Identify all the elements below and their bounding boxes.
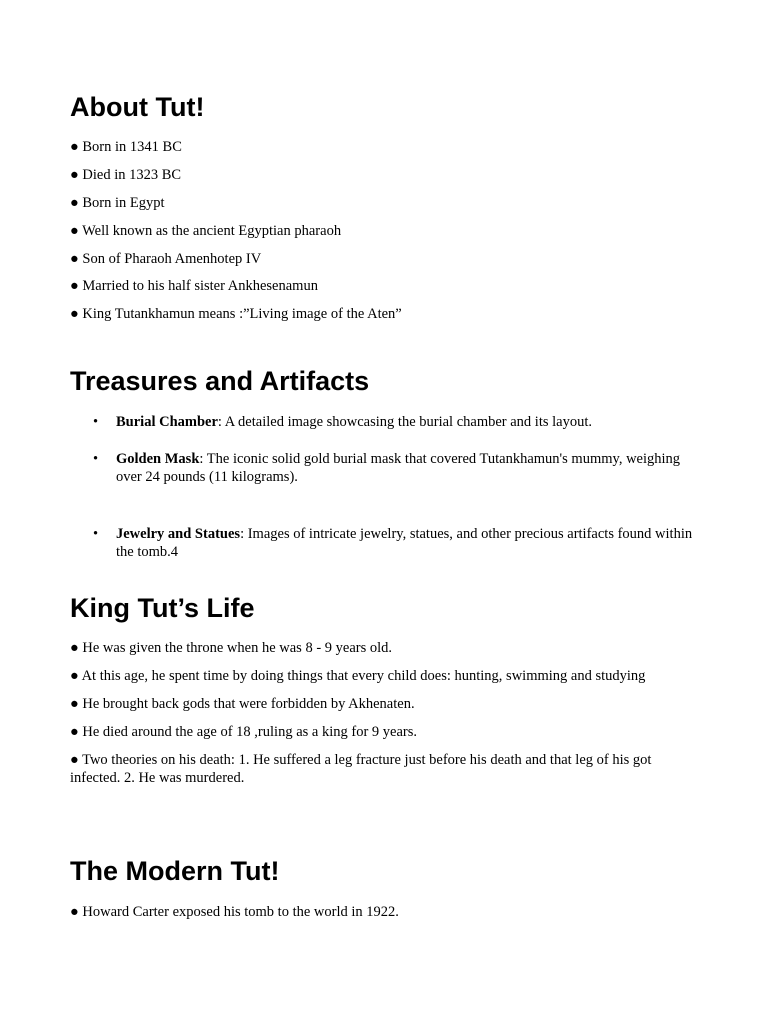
treasure-term: Golden Mask (116, 451, 200, 467)
modern-heading: The Modern Tut! (70, 856, 280, 886)
treasure-desc: : The iconic solid gold burial mask that covered Tutankhamun's mummy, weighing over 24 pounds (11 kilograms). (116, 451, 681, 485)
life-heading: King Tut’s Life (70, 593, 255, 623)
life-item: ● Two theories on his death: 1. He suffered a leg fracture just before his death and that leg of his got infected. 2. He was murdered. (70, 752, 652, 786)
about-item: ● Born in Egypt (70, 195, 165, 211)
bullet-marker: • (93, 414, 99, 430)
about-item: ● Well known as the ancient Egyptian pharaoh (70, 223, 342, 239)
treasure-desc: : Images of intricate jewelry, statues, and other precious artifacts found within the tomb.4 (116, 526, 693, 560)
about-item: ● Died in 1323 BC (70, 167, 182, 183)
about-item: ● Son of Pharaoh Amenhotep IV (70, 251, 262, 267)
bullet-marker: • (93, 526, 99, 542)
treasure-item (116, 525, 706, 561)
life-item: ● He brought back gods that were forbidden by Akhenaten. (70, 696, 415, 712)
about-item: ● Married to his half sister Ankhesenamun (70, 278, 318, 294)
about-heading: About Tut! (70, 92, 205, 122)
life-item: ● He died around the age of 18 ,ruling as a king for 9 years. (70, 724, 417, 740)
treasure-term: Jewelry and Statues (116, 526, 241, 542)
about-item: ● Born in 1341 BC (70, 139, 182, 155)
life-item: ● At this age, he spent time by doing things that every child does: hunting, swimming and studying (70, 668, 646, 684)
treasure-item (116, 450, 706, 486)
modern-item: ● Howard Carter exposed his tomb to the world in 1922. (70, 904, 399, 920)
life-item: ● He was given the throne when he was 8 - 9 years old. (70, 640, 393, 656)
treasure-desc: : A detailed image showcasing the burial chamber and its layout. (217, 414, 592, 430)
treasures-heading: Treasures and Artifacts (70, 366, 370, 396)
bullet-marker: • (93, 451, 99, 467)
about-item: ● King Tutankhamun means :”Living image of the Aten” (70, 306, 402, 322)
treasure-term: Burial Chamber (116, 414, 218, 430)
treasure-item (116, 413, 706, 431)
